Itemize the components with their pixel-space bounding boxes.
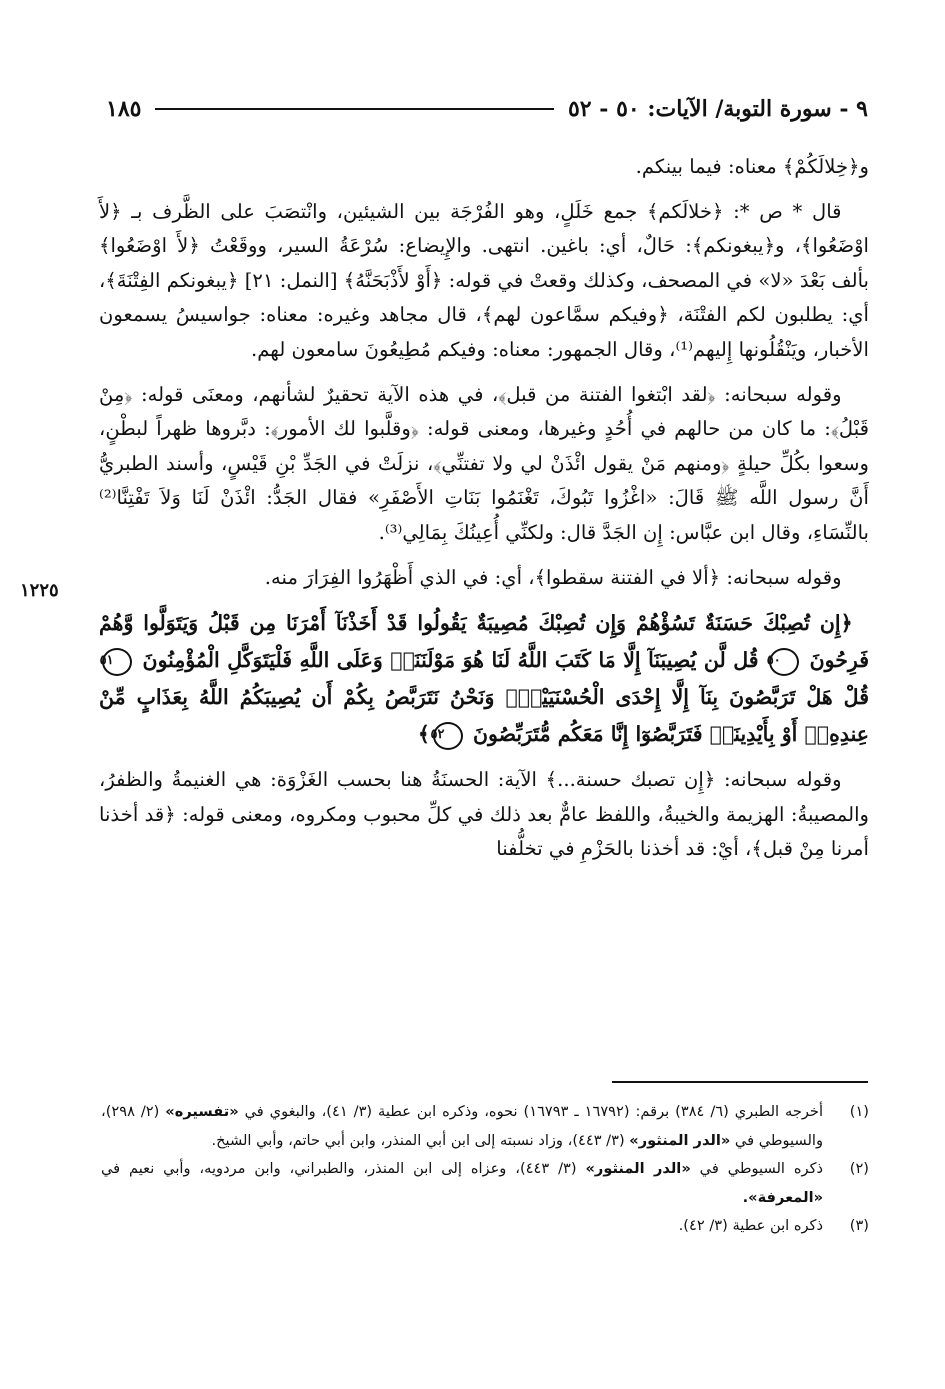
footnote-number: (٣) xyxy=(849,1217,869,1234)
paragraph-5: وقوله سبحانه: ﴿إِن تصبك حسنة...﴾ الآية: الحسنَةُ هنا بحسب الغَزْوَة: هي الغنيمةُ والظفرُ، والمصيبةُ: الهزيمة والخيبةُ، واللفظ عامٌّ بعد ذلك في كلِّ محبوب ومكروه، ومعنى قوله: ﴿قد أخذنا أمرنا مِنْ قبل﴾، أيْ: قد أخذنا بالحَزْمِ في تخلُّفنا xyxy=(99,768,869,861)
footnote-item xyxy=(101,1212,869,1241)
paragraph-1: و﴿خِلالَكُمْ﴾ معناه: فيما بينكم. xyxy=(635,155,869,178)
footnote-book-title: «المعرفة». xyxy=(742,1188,823,1206)
footnote-separator xyxy=(612,1081,868,1083)
footnote-text xyxy=(101,1098,823,1155)
verse-number-marker: ٥٠ xyxy=(769,648,799,676)
verse-number-marker: ٥١ xyxy=(102,648,132,676)
footnote-number: (١) xyxy=(849,1103,869,1120)
footnote-item xyxy=(101,1098,869,1155)
running-title: ٩ - سورة التوبة/ الآيات: ٥٠ - ٥٢ xyxy=(567,96,868,122)
footnote-number: (٢) xyxy=(849,1160,869,1177)
footnote-text xyxy=(101,1212,823,1241)
footnote-text-part: ذكره ابن عطية (٣/ ٤٢). xyxy=(678,1217,823,1234)
paragraph-2: قال * ص *: ﴿خلالَكم﴾ جمع خَلَلٍ، وهو الفُرْجَة بين الشيئين، وانْتصَبَ على الظَّرف بـ ﴿لأَ اوْضَعُوا﴾، و﴿يبغونكم﴾: حَالٌ، أي: باغين. انتهى. والإِيضاع: سُرْعَةُ السير، ووقَعْتُ ﴿لأَ اوْضَعُوا﴾ بألف بَعْدَ «لا» في المصحف، وكذلك وقعتْ في قوله: ﴿أَوْ لأَذْبَحَنَّهُ﴾ [النمل: ٢١] ﴿يبغونكم الفِتْنَةَ﴾، أي: يطلبون لكم الفتْنَة، ﴿وفيكم سمَّاعون لهم﴾، قال مجاهد وغيره: معناه: جواسيسُ يسمعون الأخبار، ويَنْقُلُونها إِليهم⁽¹⁾، وقال الجمهور: معناه: وفيكم مُطِيعُونَ سامعون لهم. xyxy=(99,199,870,361)
footnote-item xyxy=(101,1155,869,1212)
footnote-text-part: (٣/ ٤٤٣)، وعزاه إلى ابن المنذر، والطبراني، وابن مردويه، وأبي نعيم في xyxy=(101,1160,577,1177)
verse-number-marker: ٥٢ xyxy=(433,722,463,750)
footnote-book-title: «الدر المنثور» xyxy=(585,1160,691,1177)
header-rule xyxy=(155,108,554,110)
footnote-book-title: «الدر المنثور» xyxy=(629,1131,731,1149)
quran-verse-50-text: ﴿إِن تُصِبْكَ حَسَنَةٌ تَسُؤْهُمْ وَإِن تُصِبْكَ مُصِيبَةٌ يَقُولُوا قَدْ أَخَذْنَآ أَمْرَنَا مِن قَبْلُ وَيَتَوَلَّوا وَّهُمْ فَرِحُونَ xyxy=(99,611,870,673)
margin-reference-number: ١٢٢٥ xyxy=(20,580,59,601)
footnotes xyxy=(101,1098,869,1241)
page-number: ١٨٥ xyxy=(106,96,142,122)
footnote-text-part: (٢/ ٢٩٨)، والسيوطي في xyxy=(101,1103,823,1149)
paragraph-3: وقوله سبحانه: ﴿لقد ابْتغوا الفتنة من قبل﴾، في هذه الآية تحقيرٌ لشأنهم، ومعنَى قوله: ﴿مِنْ قَبْلُ﴾: ما كان من حالهم في أُحُدٍ وغيرها، ومعنى قوله: ﴿وقلَّبوا لك الأمور﴾: دبَّروها ظهراً لبطْنٍ، وسعوا بكُلِّ حيلةٍ ﴿ومنهم مَنْ يقول ائْذَنْ لي ولا تفتنِّي﴾، نزلَتْ في الجَدِّ بْنِ قَيْسٍ، وأسند الطبريُّ أَنَّ رسول اللَّه ﷺ قَالَ: «اغْزُوا تَبُوكَ، تَغْنَمُوا بَنَاتِ الأَصْفَرِ» فقال الجَدُّ: ائْذَنْ لَنَا وَلاَ تَفْتِنَّا⁽²⁾ بالنِّسَاءِ، وقال ابن عبَّاس: إِن الجَدَّ قال: ولكنِّي أُعِينُكَ بِمَالِي⁽³⁾. xyxy=(99,382,869,544)
footnote-book-title: «تفسيره» xyxy=(165,1103,239,1120)
paragraph-4: وقوله سبحانه: ﴿ألا في الفتنة سقطوا﴾، أي: في الذي أَظْهَرُوا الفِرَارَ منه. xyxy=(264,565,842,589)
quran-verse-52-text: قُلْ هَلْ تَرَبَّصُونَ بِنَآ إِلَّا إِحْدَى الْحُسْنَيَيْنِۖ وَنَحْنُ نَتَرَبَّصُ بِكُمْ أَن يُصِيبَكُمُ اللَّهُ بِعَذَابٍ مِّنْ عِندِهِۦٓ أَوْ بِأَيْدِينَاۖ فَتَرَبَّصُوٓا إِنَّا مَعَكُم مُّتَرَبِّصُونَ xyxy=(99,685,869,747)
main-text xyxy=(99,140,869,867)
footnote-text-part: ذكره السيوطي في xyxy=(699,1160,824,1177)
quran-verse-51-text: قُل لَّن يُصِيبَنَآ إِلَّا مَا كَتَبَ اللَّهُ لَنَا هُوَ مَوْلَنَنَاۚ وَعَلَى اللَّهِ فَلْيَتَوَكَّلِ الْمُؤْمِنُونَ xyxy=(142,648,759,673)
page-header xyxy=(106,92,868,126)
footnote-text-part: (٣/ ٤٤٣)، وزاد نسبته إلى ابن أبي المنذر، وابن أبي حاتم، وأبي الشيخ. xyxy=(211,1131,625,1149)
footnote-text xyxy=(101,1155,823,1212)
footnote-text-part: أخرجه الطبري (٦/ ٣٨٤) برقم: (١٦٧٩٢ ـ ١٦٧٩٣) نحوه، وذكره ابن عطية (٣/ ٤١)، والبغوي في xyxy=(244,1103,824,1120)
quran-closing-bracket: ﴾ xyxy=(417,722,430,747)
quran-verses-block xyxy=(99,605,869,753)
